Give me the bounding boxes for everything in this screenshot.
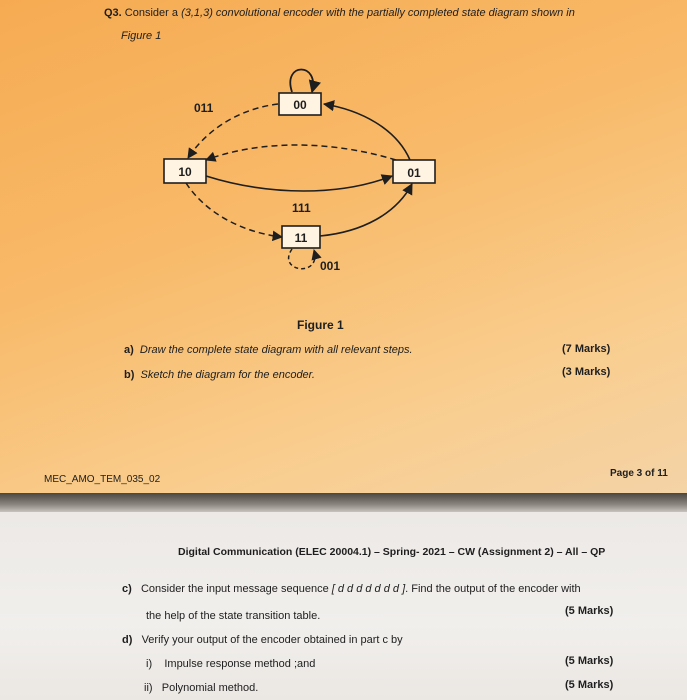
part-c-marks: (5 Marks) — [565, 605, 614, 617]
part-b-marks: (3 Marks) — [562, 366, 611, 378]
part-b-letter: b) — [124, 369, 135, 381]
label-s11-self: 001 — [320, 259, 341, 273]
s11-self-loop — [289, 249, 315, 269]
part-c-sequence: [ d d d d d d d ] — [331, 583, 406, 595]
state-01-label: 01 — [407, 166, 421, 180]
part-c-line1 — [122, 583, 581, 595]
figure-caption: Figure 1 — [297, 318, 344, 332]
label-s00-to-s10: 011 — [194, 101, 214, 115]
s10-to-s11-edge — [186, 183, 282, 237]
s11-to-s01-edge — [320, 184, 412, 236]
state-11-label: 11 — [294, 231, 308, 245]
part-d-ii-num: ii) — [144, 682, 153, 694]
course-header: Digital Communication (ELEC 20004.1) – Spring- 2021 – CW (Assignment 2) – All – QP — [178, 546, 606, 558]
state-diagram — [0, 0, 687, 300]
page-number: Page 3 of 11 — [610, 468, 668, 479]
doc-code: MEC_AMO_TEM_035_02 — [44, 474, 161, 485]
state-10-label: 10 — [178, 165, 192, 179]
part-d-ii-text: Polynomial method. — [161, 682, 259, 694]
part-a-letter: a) — [124, 344, 134, 356]
part-d-letter: d) — [122, 634, 133, 646]
state-00 — [279, 93, 321, 115]
s01-to-s10-edge — [206, 145, 396, 160]
part-d-ii — [144, 682, 258, 694]
part-d-i-num: i) — [146, 658, 153, 670]
state-10 — [164, 159, 206, 183]
page-divider — [0, 493, 687, 512]
part-d-line — [122, 634, 403, 646]
part-d-text: Verify your output of the encoder obtained in part c by — [141, 634, 403, 646]
s01-to-s00-edge — [324, 104, 410, 160]
part-d-i-marks: (5 Marks) — [565, 655, 614, 667]
part-a — [124, 344, 413, 356]
label-s10-to-s01: 111 — [292, 201, 311, 215]
part-d-ii-marks: (5 Marks) — [565, 679, 614, 691]
part-c-text-end: . Find the output of the encoder with — [405, 583, 581, 595]
question-text-before: Consider a — [124, 7, 178, 19]
question-number: Q3. — [104, 7, 122, 19]
code-params: (3,1,3) — [181, 7, 213, 19]
state-11 — [282, 226, 320, 248]
part-b — [124, 369, 315, 381]
part-c-text-start: Consider the input message sequence — [140, 583, 329, 595]
part-d-i-text: Impulse response method ;and — [164, 658, 316, 670]
part-a-text: Draw the complete state diagram with all relevant steps. — [139, 344, 413, 356]
state-00-label: 00 — [293, 98, 307, 112]
part-c-line2: the help of the state transition table. — [146, 610, 321, 622]
part-c-letter: c) — [122, 583, 132, 595]
state-01 — [393, 160, 435, 183]
part-d-i — [146, 658, 315, 670]
part-b-text: Sketch the diagram for the encoder. — [140, 369, 315, 381]
s00-self-loop — [290, 70, 313, 93]
figure-ref: Figure 1 — [121, 30, 162, 42]
question-text-italic: convolutional encoder with the partially completed state diagram shown in — [215, 7, 575, 19]
s10-to-s01-edge — [206, 176, 392, 191]
part-a-marks: (7 Marks) — [562, 343, 611, 355]
